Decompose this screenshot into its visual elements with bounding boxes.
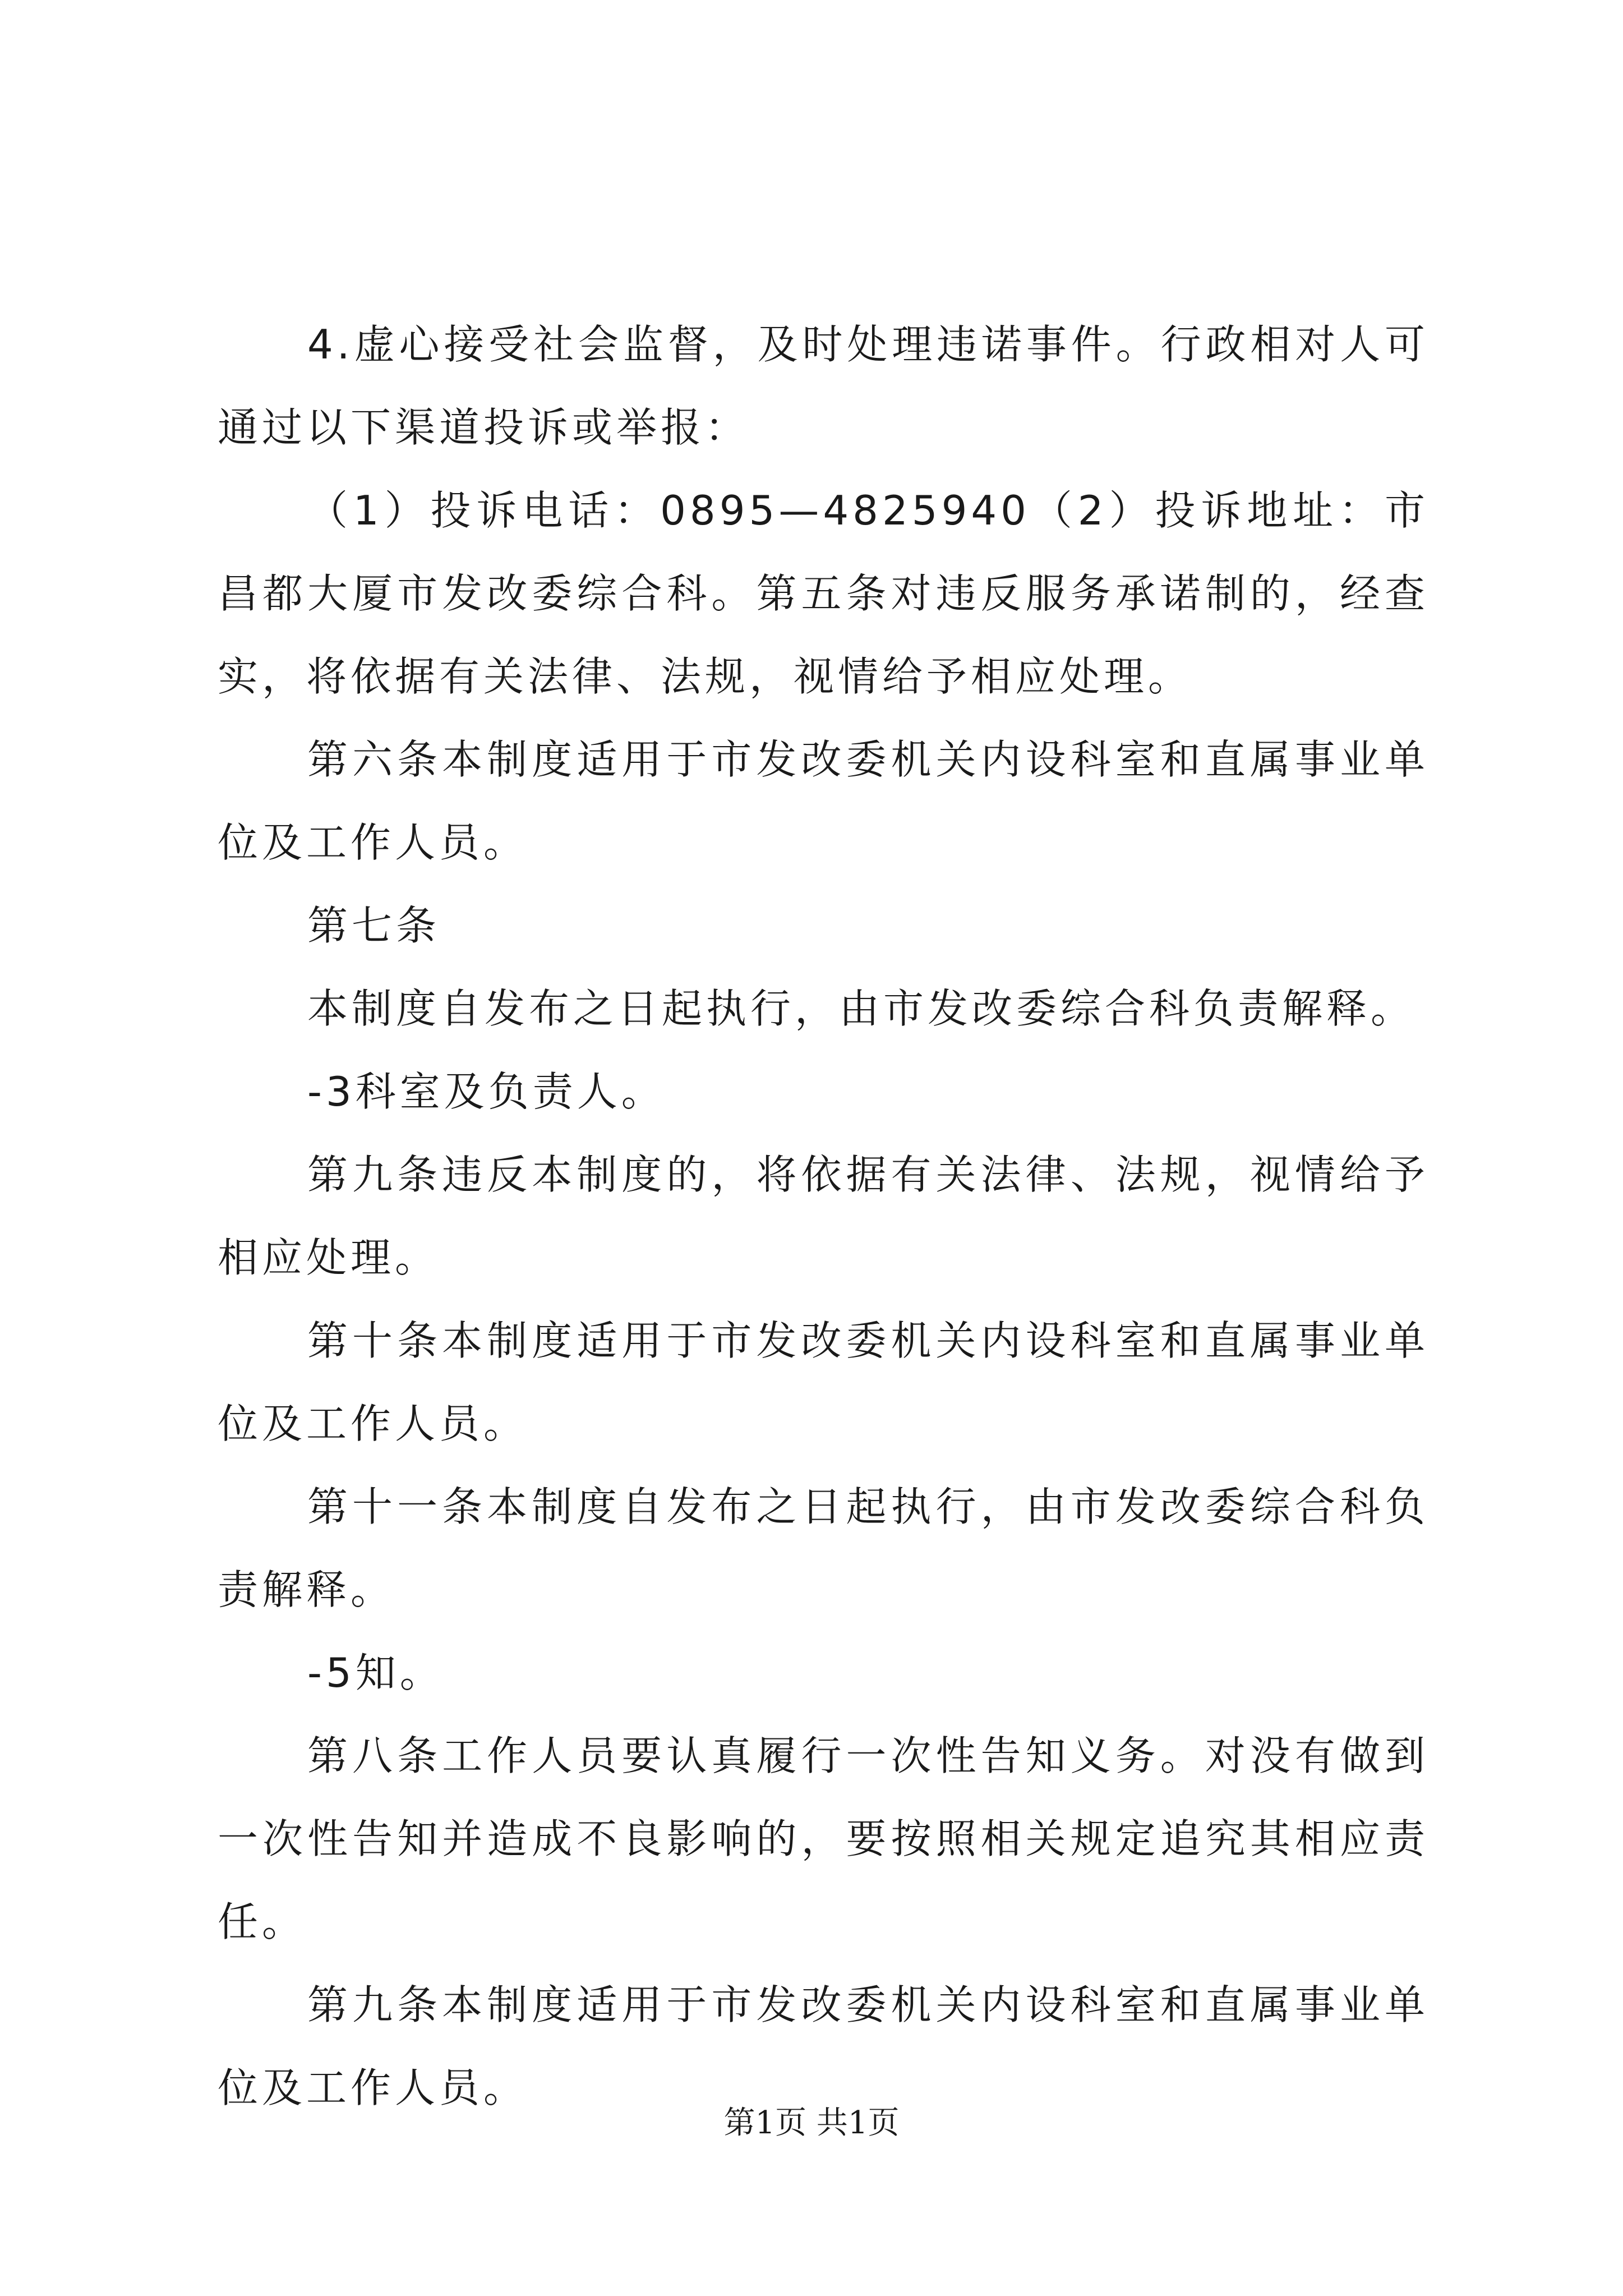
document-body — [218, 303, 1429, 2129]
paragraph-fragment-3: -3科室及负责人。 — [307, 1068, 666, 1115]
paragraph-article-7-body: 本制度自发布之日起执行，由市发改委综合科负责解释。 — [307, 985, 1415, 1032]
paragraph-complaint-intro: 4.虚心接受社会监督，及时处理违诺事件。行政相对人可通过以下渠道投诉或举报： — [218, 321, 1429, 451]
paragraph-article-6: 第六条本制度适用于市发改委机关内设科室和直属事业单位及工作人员。 — [218, 736, 1429, 866]
paragraph-article-9-violation: 第九条违反本制度的，将依据有关法律、法规，视情给予相应处理。 — [218, 1151, 1429, 1281]
paragraph-fragment-5: -5知。 — [307, 1649, 444, 1696]
paragraph-article-8: 第八条工作人员要认真履行一次性告知义务。对没有做到一次性告知并造成不良影响的，要按照相关规定追究其相应责任。 — [218, 1732, 1429, 1945]
paragraph-complaint-channels: （1）投诉电话：0895—4825940（2）投诉地址：市昌都大厦市发改委综合科。第五条对违反服务承诺制的，经查实，将依据有关法律、法规，视情给予相应处理。 — [218, 487, 1429, 700]
paragraph-article-10: 第十条本制度适用于市发改委机关内设科室和直属事业单位及工作人员。 — [218, 1317, 1429, 1447]
paragraph-article-9-scope: 第九条本制度适用于市发改委机关内设科室和直属事业单位及工作人员。 — [218, 1981, 1429, 2111]
paragraph-article-11: 第十一条本制度自发布之日起执行，由市发改委综合科负责解释。 — [218, 1483, 1429, 1613]
paragraph-article-7-heading: 第七条 — [307, 902, 441, 949]
page-number-footer: 第1页 共1页 — [723, 2105, 900, 2141]
